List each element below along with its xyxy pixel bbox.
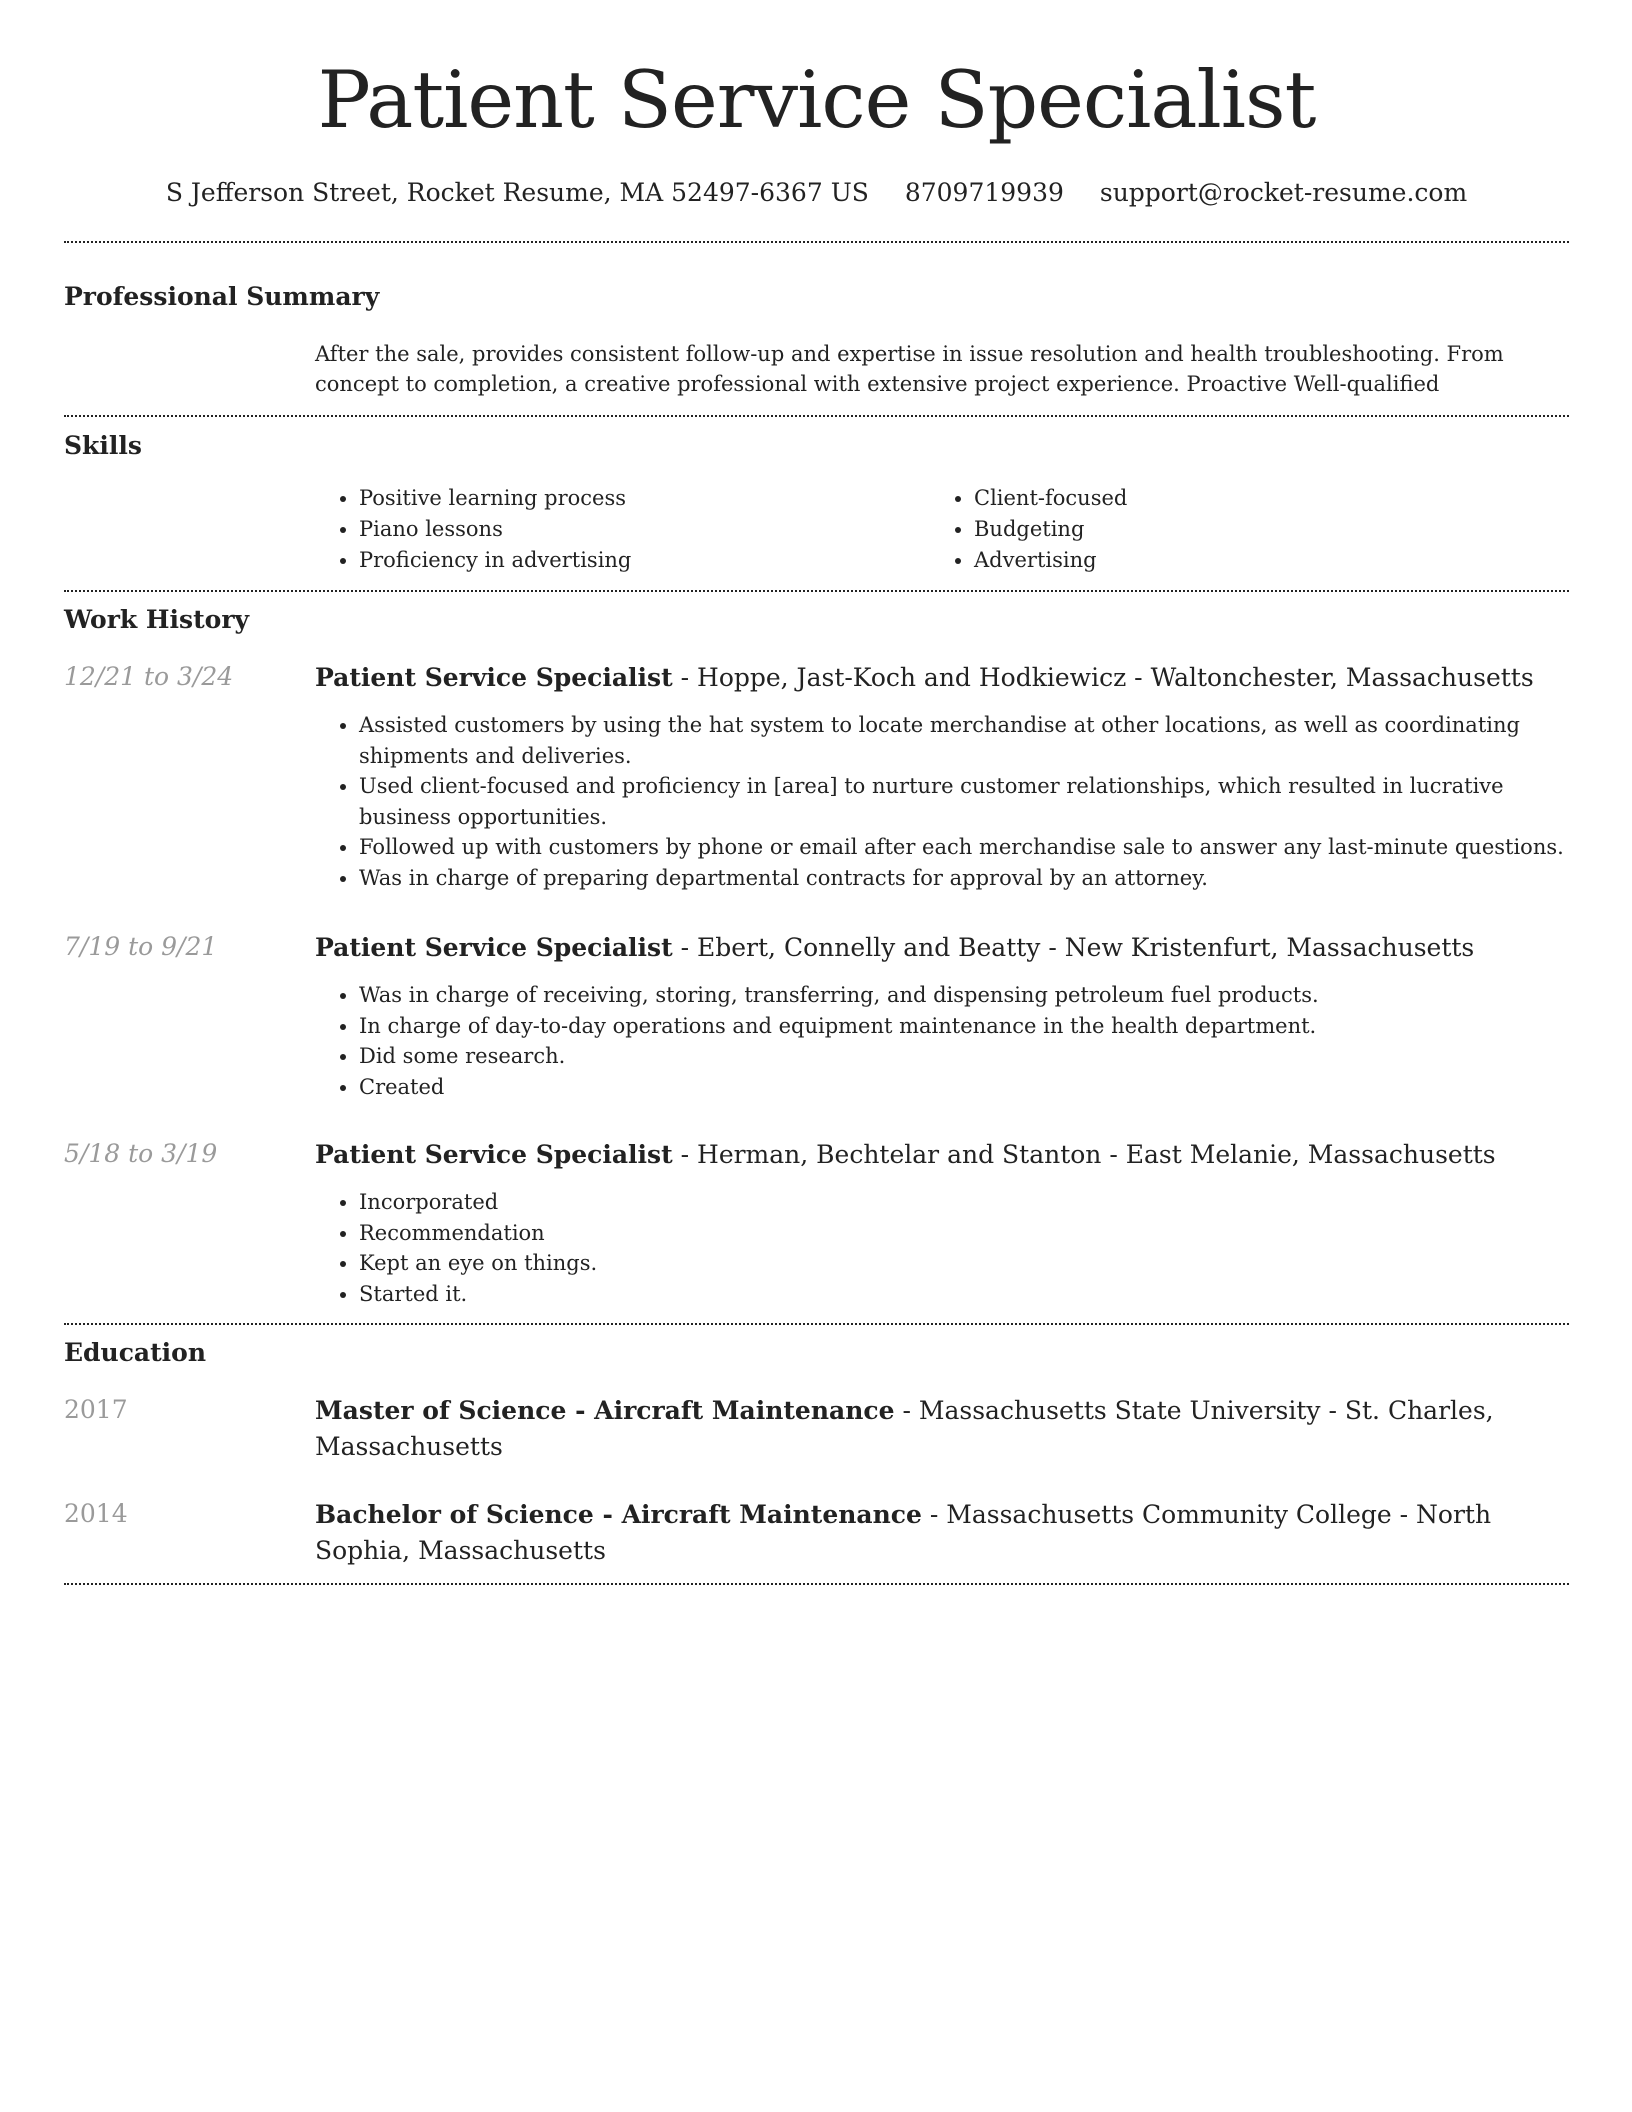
job-heading bbox=[315, 930, 1569, 966]
job-employer-location: - Ebert, Connelly and Beatty - New Kristenfurt, Massachusetts bbox=[672, 933, 1475, 962]
skill-item: • Client-focused bbox=[974, 483, 1545, 514]
education-section bbox=[64, 1325, 1569, 1569]
candidate-name: Patient Service Specialist bbox=[317, 54, 1316, 146]
education-school-location: - Massachusetts State University - St. Charles, Massachusetts bbox=[315, 1396, 1494, 1461]
skills-column-2 bbox=[930, 483, 1545, 576]
job-bullet: • Recommendation bbox=[359, 1218, 1569, 1249]
job-role: Patient Service Specialist bbox=[315, 1140, 673, 1169]
skill-item: • Positive learning process bbox=[359, 483, 930, 514]
job-role: Patient Service Specialist bbox=[315, 663, 673, 692]
job-bullet: • Created bbox=[359, 1072, 1569, 1103]
skill-item: • Advertising bbox=[974, 545, 1545, 576]
job-bullet: • Started it. bbox=[359, 1279, 1569, 1310]
divider bbox=[64, 1583, 1569, 1585]
summary-section bbox=[64, 243, 1569, 399]
job-bullets bbox=[315, 710, 1569, 893]
contact-line bbox=[64, 176, 1569, 210]
education-degree: Bachelor of Science - Aircraft Maintenance bbox=[315, 1500, 922, 1529]
job-bullet: • Was in charge of receiving, storing, transferring, and dispensing petroleum fuel products. bbox=[359, 980, 1569, 1011]
job-heading bbox=[315, 660, 1569, 696]
job-bullets bbox=[315, 1187, 1569, 1309]
education-school-location: - Massachusetts Community College - North Sophia, Massachusetts bbox=[315, 1500, 1492, 1565]
education-body bbox=[315, 1393, 1569, 1465]
job-entry bbox=[64, 930, 1569, 1102]
contact-address: S Jefferson Street, Rocket Resume, MA 52497-6367 US bbox=[165, 178, 869, 207]
job-entry bbox=[64, 1137, 1569, 1323]
education-year: 2017 bbox=[64, 1395, 128, 1424]
summary-text: After the sale, provides consistent follow-up and expertise in issue resolution and health troubleshooting. From concept to completion, a creative professional with extensive project experience. Proactive Well-qualified bbox=[315, 342, 1504, 396]
job-bullet: • Incorporated bbox=[359, 1187, 1569, 1218]
skills-section bbox=[64, 417, 1569, 576]
skill-item: • Proficiency in advertising bbox=[359, 545, 930, 576]
section-title-work-history: Work History bbox=[64, 605, 250, 634]
education-heading bbox=[315, 1497, 1569, 1569]
education-entry bbox=[64, 1497, 1569, 1569]
job-employer-location: - Hoppe, Jast-Koch and Hodkiewicz - Waltonchester, Massachusetts bbox=[672, 663, 1534, 692]
education-body bbox=[315, 1497, 1569, 1569]
contact-phone: 8709719939 bbox=[904, 178, 1064, 207]
education-heading bbox=[315, 1393, 1569, 1465]
job-entry bbox=[64, 660, 1569, 893]
job-bullet: • Was in charge of preparing departmental contracts for approval by an attorney. bbox=[359, 863, 1569, 894]
skill-item: • Budgeting bbox=[974, 514, 1545, 545]
section-title-summary: Professional Summary bbox=[64, 282, 380, 311]
resume-page bbox=[64, 0, 1569, 1585]
work-history-section bbox=[64, 592, 1569, 1323]
job-bullet: • Did some research. bbox=[359, 1041, 1569, 1072]
job-dates: 12/21 to 3/24 bbox=[64, 662, 234, 691]
job-role: Patient Service Specialist bbox=[315, 933, 673, 962]
education-entry bbox=[64, 1393, 1569, 1465]
job-body bbox=[315, 930, 1569, 1102]
job-dates: 5/18 to 3/19 bbox=[64, 1139, 218, 1168]
job-body bbox=[315, 660, 1569, 893]
section-title-skills: Skills bbox=[64, 431, 142, 460]
job-bullet: • Kept an eye on things. bbox=[359, 1248, 1569, 1279]
skills-column-1 bbox=[315, 483, 930, 576]
job-body bbox=[315, 1137, 1569, 1323]
skill-item: • Piano lessons bbox=[359, 514, 930, 545]
contact-email: support@rocket-resume.com bbox=[1099, 178, 1468, 207]
job-bullet: • Assisted customers by using the hat system to locate merchandise at other locations, as well as coordinating shipments and deliveries. bbox=[359, 710, 1569, 771]
job-bullets bbox=[315, 980, 1569, 1102]
job-employer-location: - Herman, Bechtelar and Stanton - East Melanie, Massachusetts bbox=[672, 1140, 1496, 1169]
job-heading bbox=[315, 1137, 1569, 1173]
job-bullet: • In charge of day-to-day operations and equipment maintenance in the health department. bbox=[359, 1011, 1569, 1042]
job-bullet: • Used client-focused and proficiency in [area] to nurture customer relationships, which resulted in lucrative business opportunities. bbox=[359, 771, 1569, 832]
job-dates: 7/19 to 9/21 bbox=[64, 932, 218, 961]
section-title-education: Education bbox=[64, 1338, 207, 1367]
education-year: 2014 bbox=[64, 1499, 128, 1528]
job-bullet: • Followed up with customers by phone or email after each merchandise sale to answer any last-minute questions. bbox=[359, 832, 1569, 863]
education-degree: Master of Science - Aircraft Maintenance bbox=[315, 1396, 895, 1425]
skills-columns bbox=[315, 483, 1569, 576]
